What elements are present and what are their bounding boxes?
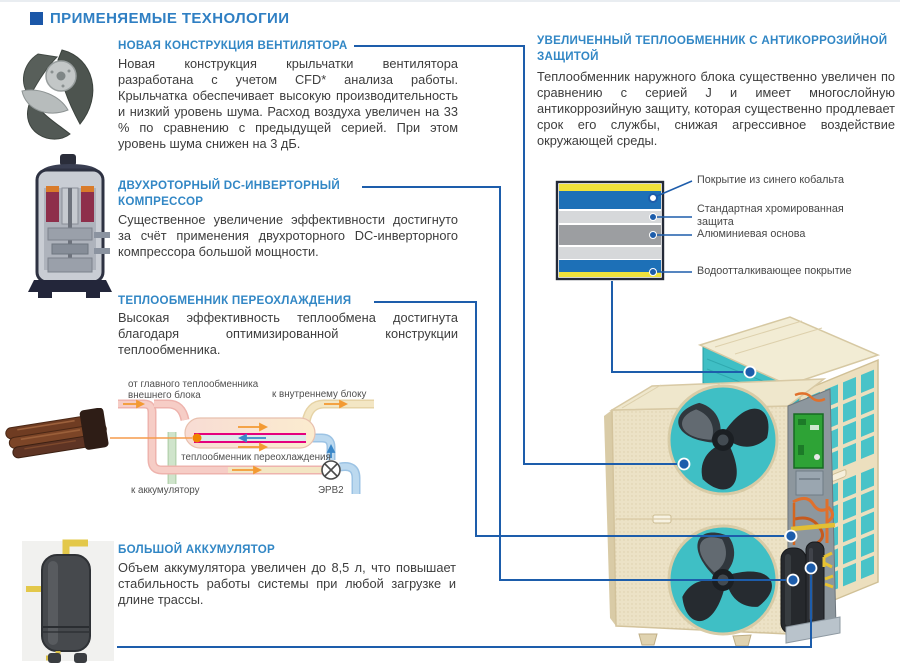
layer-top-yellow — [559, 184, 661, 191]
section-body-subcool: Высокая эффективность теплообмена достигнута благодаря оптимизированной конструкции теплообменника. — [118, 310, 458, 357]
marker-hydrophobic — [650, 269, 657, 276]
coating-layers-diagram — [548, 170, 698, 290]
title-bullet-square — [30, 12, 43, 25]
page-header — [30, 10, 289, 27]
accumulator-tank-photo — [22, 535, 114, 667]
section-heading-fan: НОВАЯ КОНСТРУКЦИЯ ВЕНТИЛЯТОРА — [118, 39, 348, 52]
section-heading-compressor: ДВУХРОТОРНЫЙ DC-ИНВЕРТОРНЫЙ КОМПРЕССОР — [118, 179, 340, 208]
label-from-main-hx: от главного теплообменника внешнего блока — [128, 379, 259, 401]
fan-propeller-photo — [8, 44, 110, 150]
section-heading-accumulator: БОЛЬШОЙ АККУМУЛЯТОР — [118, 543, 275, 556]
section-heading-subcool: ТЕПЛООБМЕННИК ПЕРЕОХЛАЖДЕНИЯ — [118, 294, 352, 307]
section-heading-heat-exchanger: УВЕЛИЧЕННЫЙ ТЕПЛООБМЕННИК С АНТИКОРРОЗИЙНОЙ ЗАЩИТОЙ — [537, 34, 888, 63]
label-hydrophobic-coating: Водоотталкивающее покрытие — [697, 265, 852, 277]
label-blue-cobalt-coating: Покрытие из синего кобальта — [697, 174, 845, 186]
marker-aluminum — [650, 232, 657, 239]
section-body-heat-exchanger: Теплообменник наружного блока существенно увеличен по сравнению с серией J и имеет многослойную антикоррозийную защиту, которая существенно продлевает срок его службы, снижая агрессивное воздействие окружающей среды. — [537, 69, 895, 148]
compressor-cutaway-photo — [28, 154, 112, 300]
layer-aluminum — [559, 225, 661, 245]
label-to-indoor: к внутреннему блоку — [272, 389, 367, 400]
section-body-compressor: Существенное увеличение эффективности достигнуто за счёт применения двухроторного DC-инверторного компрессора большой мощности. — [118, 212, 458, 259]
layer-top-chrome — [559, 211, 661, 223]
marker-chrome — [650, 214, 657, 221]
layer-bot-blue — [559, 260, 661, 272]
page-title: ПРИМЕНЯЕМЫЕ ТЕХНОЛОГИИ — [50, 10, 290, 27]
layer-bot-yellow — [559, 272, 661, 277]
label-valve-erv2: ЭРВ2 — [318, 485, 344, 496]
section-body-fan: Новая конструкция крыльчатки вентилятора разработана с учетом CFD* анализа работы. Крыльчатка обеспечивает высокую производительность и низкий уровень шума. Расход воздуха увеличен на 33 % по сравнению с предыдущей серией. При этом уровень шума снижен на 3 дБ. — [118, 56, 458, 151]
marker-blue-cobalt — [649, 194, 657, 202]
layer-top-blue — [559, 191, 661, 209]
label-chrome-protection: Стандартная хромированная защита — [697, 203, 844, 228]
label-to-accumulator: к аккумулятору — [131, 485, 200, 496]
label-aluminum-base: Алюминиевая основа — [697, 228, 806, 240]
outdoor-unit-cutaway-illustration — [595, 307, 900, 652]
section-body-accumulator: Объем аккумулятора увеличен до 8,5 л, что повышает стабильность работы системы при любой загрузке и длине трассы. — [118, 560, 456, 607]
copper-pipe-photo — [5, 408, 117, 466]
label-subcool-hx: теплообменник переохлаждения — [181, 452, 331, 463]
layer-bot-chrome — [559, 247, 661, 259]
